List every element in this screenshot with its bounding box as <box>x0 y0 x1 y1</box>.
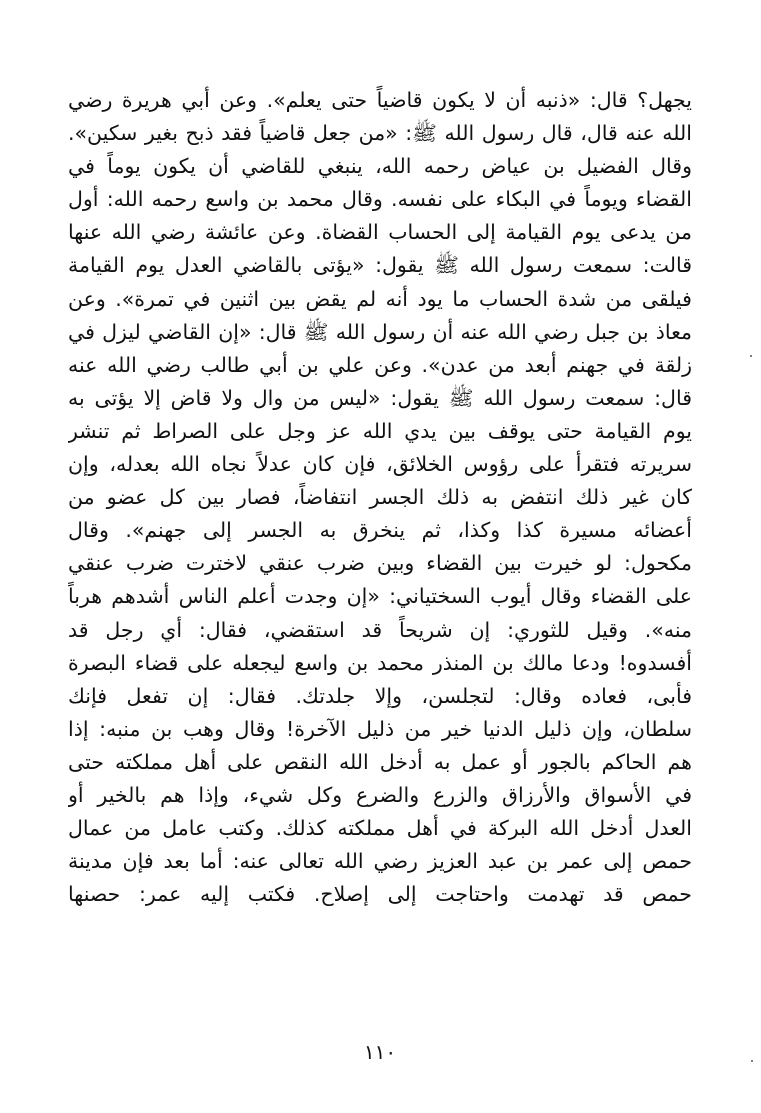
text-line: يجهل؟ قال: «ذنبه أن لا يكون قاضياً حتى يعلم». وعن أبي هريرة رضي <box>68 88 692 112</box>
text-line: من يدعى يوم القيامة إلى الحساب القضاة. وعن عائشة رضي الله عنها <box>68 220 692 245</box>
text-line: أفسدوه! ودعا مالك بن المنذر محمد بن واسع ليجعله على قضاء البصرة <box>68 650 692 675</box>
text-line: فيلقى من شدة الحساب ما يود أنه لم يقض بين اثنين في تمرة». وعن <box>68 286 692 311</box>
text-line: قال: سمعت رسول الله ﷺ يقول: «ليس من وال ولا قاض إلا يؤتى به <box>68 385 692 410</box>
text-line: حمص إلى عمر بن عبد العزيز رضي الله تعالى عنه: أما بعد فإن مدينة <box>68 849 692 874</box>
text-line: حمص قد تهدمت واحتاجت إلى إصلاح. فكتب إليه عمر: حصنها <box>68 882 692 907</box>
text-line: في الأسواق والأرزاق والزرع والضرع وكل شيء، وإذا هم بالخير أو <box>68 782 692 807</box>
text-line: على القضاء وقال أيوب السختياني: «إن وجدت أعلم الناس أشدهم هرباً <box>68 584 692 609</box>
text-line: كان غير ذلك انتفض به ذلك الجسر انتفاضاً، فصار بين كل عضو من <box>68 485 692 510</box>
text-line: سلطان، وإن ذليل الدنيا خير من ذليل الآخرة! وقال وهب بن منبه: إذا <box>68 716 692 741</box>
scan-speck <box>751 1060 753 1062</box>
text-line: وقال الفضيل بن عياض رحمه الله، ينبغي للقاضي أن يكون يوماً في <box>68 154 692 179</box>
text-line: مكحول: لو خيرت بين القضاء وبين ضرب عنقي لاخترت ضرب عنقي <box>68 551 692 576</box>
text-line: سريرته فتقرأ على رؤوس الخلائق، فإن كان عدلاً نجاه الله بعدله، وإن <box>68 452 692 477</box>
text-line: العدل أدخل الله البركة في أهل مملكته كذلك. وكتب عامل من عمال <box>68 816 692 841</box>
text-line: معاذ بن جبل رضي الله عنه أن رسول الله ﷺ قال: «إن القاضي ليزل في <box>68 319 692 344</box>
text-line: زلقة في جهنم أبعد من عدن». وعن علي بن أبي طالب رضي الله عنه <box>68 352 692 377</box>
text-line: الله عنه قال، قال رسول الله ﷺ: «من جعل قاضياً فقد ذبح بغير سكين». <box>68 121 692 146</box>
text-line: قالت: سمعت رسول الله ﷺ يقول: «يؤتى بالقاضي العدل يوم القيامة <box>68 253 692 278</box>
text-line: أعضائه مسيرة كذا وكذا، ثم ينخرق به الجسر إلى جهنم». وقال <box>68 518 692 543</box>
text-line: القضاء ويوماً في البكاء على نفسه. وقال محمد بن واسع رحمه الله: أول <box>68 187 692 212</box>
text-line: يوم القيامة حتى يوقف بين يدي الله عز وجل على الصراط ثم تنشر <box>68 418 692 443</box>
text-line: هم الحاكم بالجور أو عمل به أدخل الله النقص على أهل مملكته حتى <box>68 749 692 774</box>
text-line: منه». وقيل للثوري: إن شريحاً قد استقضي، فقال: أي رجل قد <box>68 617 692 642</box>
body-text <box>68 84 692 911</box>
text-line: فأبى، فعاده وقال: لتجلسن، وإلا جلدتك. فقال: إن تفعل فإنك <box>68 683 692 708</box>
page-number: ١١٠ <box>363 1040 397 1064</box>
scan-speck <box>750 355 752 357</box>
